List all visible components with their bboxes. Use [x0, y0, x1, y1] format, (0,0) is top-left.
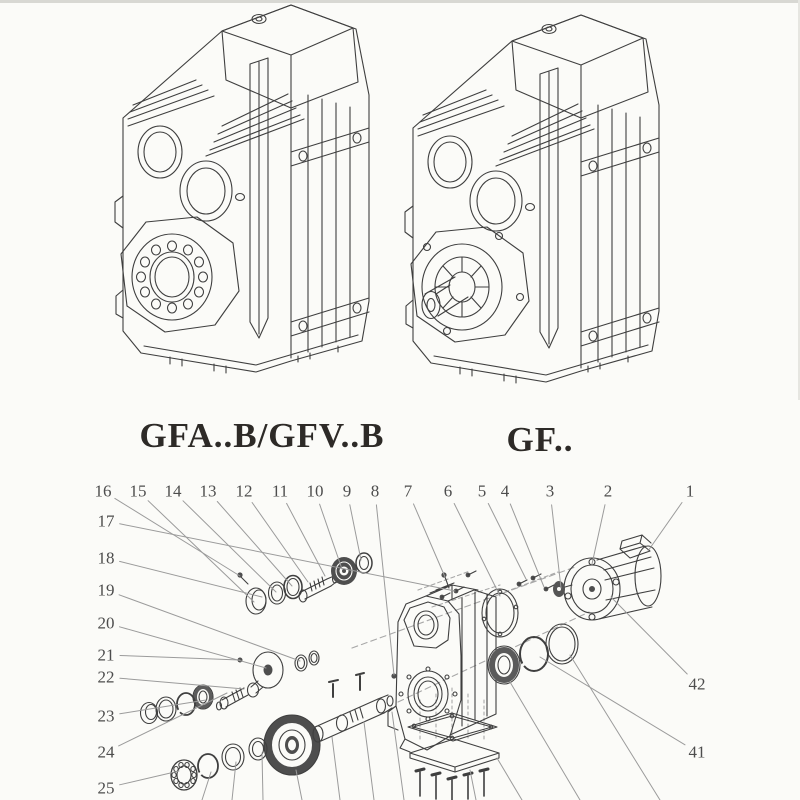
- callout-20: 20: [97, 613, 115, 633]
- leader-line-42: [611, 597, 687, 674]
- leader-line-22: [120, 678, 244, 689]
- callout-7: 7: [403, 481, 413, 501]
- leader-line-16: [115, 498, 240, 576]
- leader-line-8: [376, 505, 394, 675]
- leader-line-18: [120, 561, 262, 597]
- leader-line-5: [488, 504, 526, 580]
- callout-16: 16: [94, 481, 112, 501]
- leader-line-12: [252, 503, 308, 583]
- figure-gfab-drawing: [115, 5, 369, 373]
- motor: [553, 535, 661, 620]
- leader-line-10: [320, 504, 342, 569]
- callout-21: 21: [97, 645, 115, 665]
- output-shaft: [422, 277, 468, 319]
- callout-12: 12: [235, 481, 253, 501]
- leader-line-25: [120, 771, 179, 785]
- callout-6: 6: [443, 481, 453, 501]
- leader-line-9: [350, 505, 361, 560]
- callout-15: 15: [129, 481, 147, 501]
- callout-4: 4: [500, 481, 510, 501]
- leader-line-41: [540, 657, 685, 745]
- callout-11: 11: [271, 481, 289, 501]
- callout-10: 10: [306, 481, 324, 501]
- callout-13: 13: [199, 481, 217, 501]
- figure-gf-drawing: [405, 15, 659, 383]
- callout-19: 19: [97, 580, 115, 600]
- second-stage-assembly: [141, 651, 320, 724]
- callout-41: 41: [688, 742, 706, 762]
- leader-line-6: [454, 504, 500, 597]
- callout-9: 9: [342, 481, 352, 501]
- callout-22: 22: [97, 667, 115, 687]
- callout-5: 5: [477, 481, 487, 501]
- callout-2: 2: [603, 481, 613, 501]
- leader-line-21: [120, 656, 240, 661]
- figure-label-gfab: GFA..B/GFV..B: [139, 416, 385, 455]
- leader-line-11: [287, 503, 325, 576]
- callout-14: 14: [164, 481, 182, 501]
- leader-line-15: [148, 501, 254, 602]
- leader-line-20: [120, 627, 267, 668]
- callout-1: 1: [685, 481, 695, 501]
- callout-23: 23: [97, 706, 115, 726]
- callout-8: 8: [370, 481, 380, 501]
- callout-18: 18: [97, 548, 115, 568]
- callout-42: 42: [688, 674, 706, 694]
- callout-3: 3: [545, 481, 555, 501]
- input-shaft-assembly: [237, 553, 372, 614]
- flange-spokes: [435, 257, 489, 317]
- figure-label-gf: GF..: [506, 420, 574, 459]
- leader-line-1: [648, 503, 682, 552]
- leader-line-2: [592, 505, 605, 564]
- leader-line-19: [119, 595, 300, 661]
- callout-leader-lines: [115, 498, 687, 784]
- exploded-view-drawing: [141, 535, 662, 800]
- callout-17: 17: [97, 511, 115, 531]
- callout-24: 24: [97, 742, 115, 762]
- callout-25: 25: [97, 778, 115, 798]
- leader-line-4: [510, 504, 544, 587]
- gearbox-housing: [388, 583, 496, 752]
- leader-line-7: [414, 504, 446, 577]
